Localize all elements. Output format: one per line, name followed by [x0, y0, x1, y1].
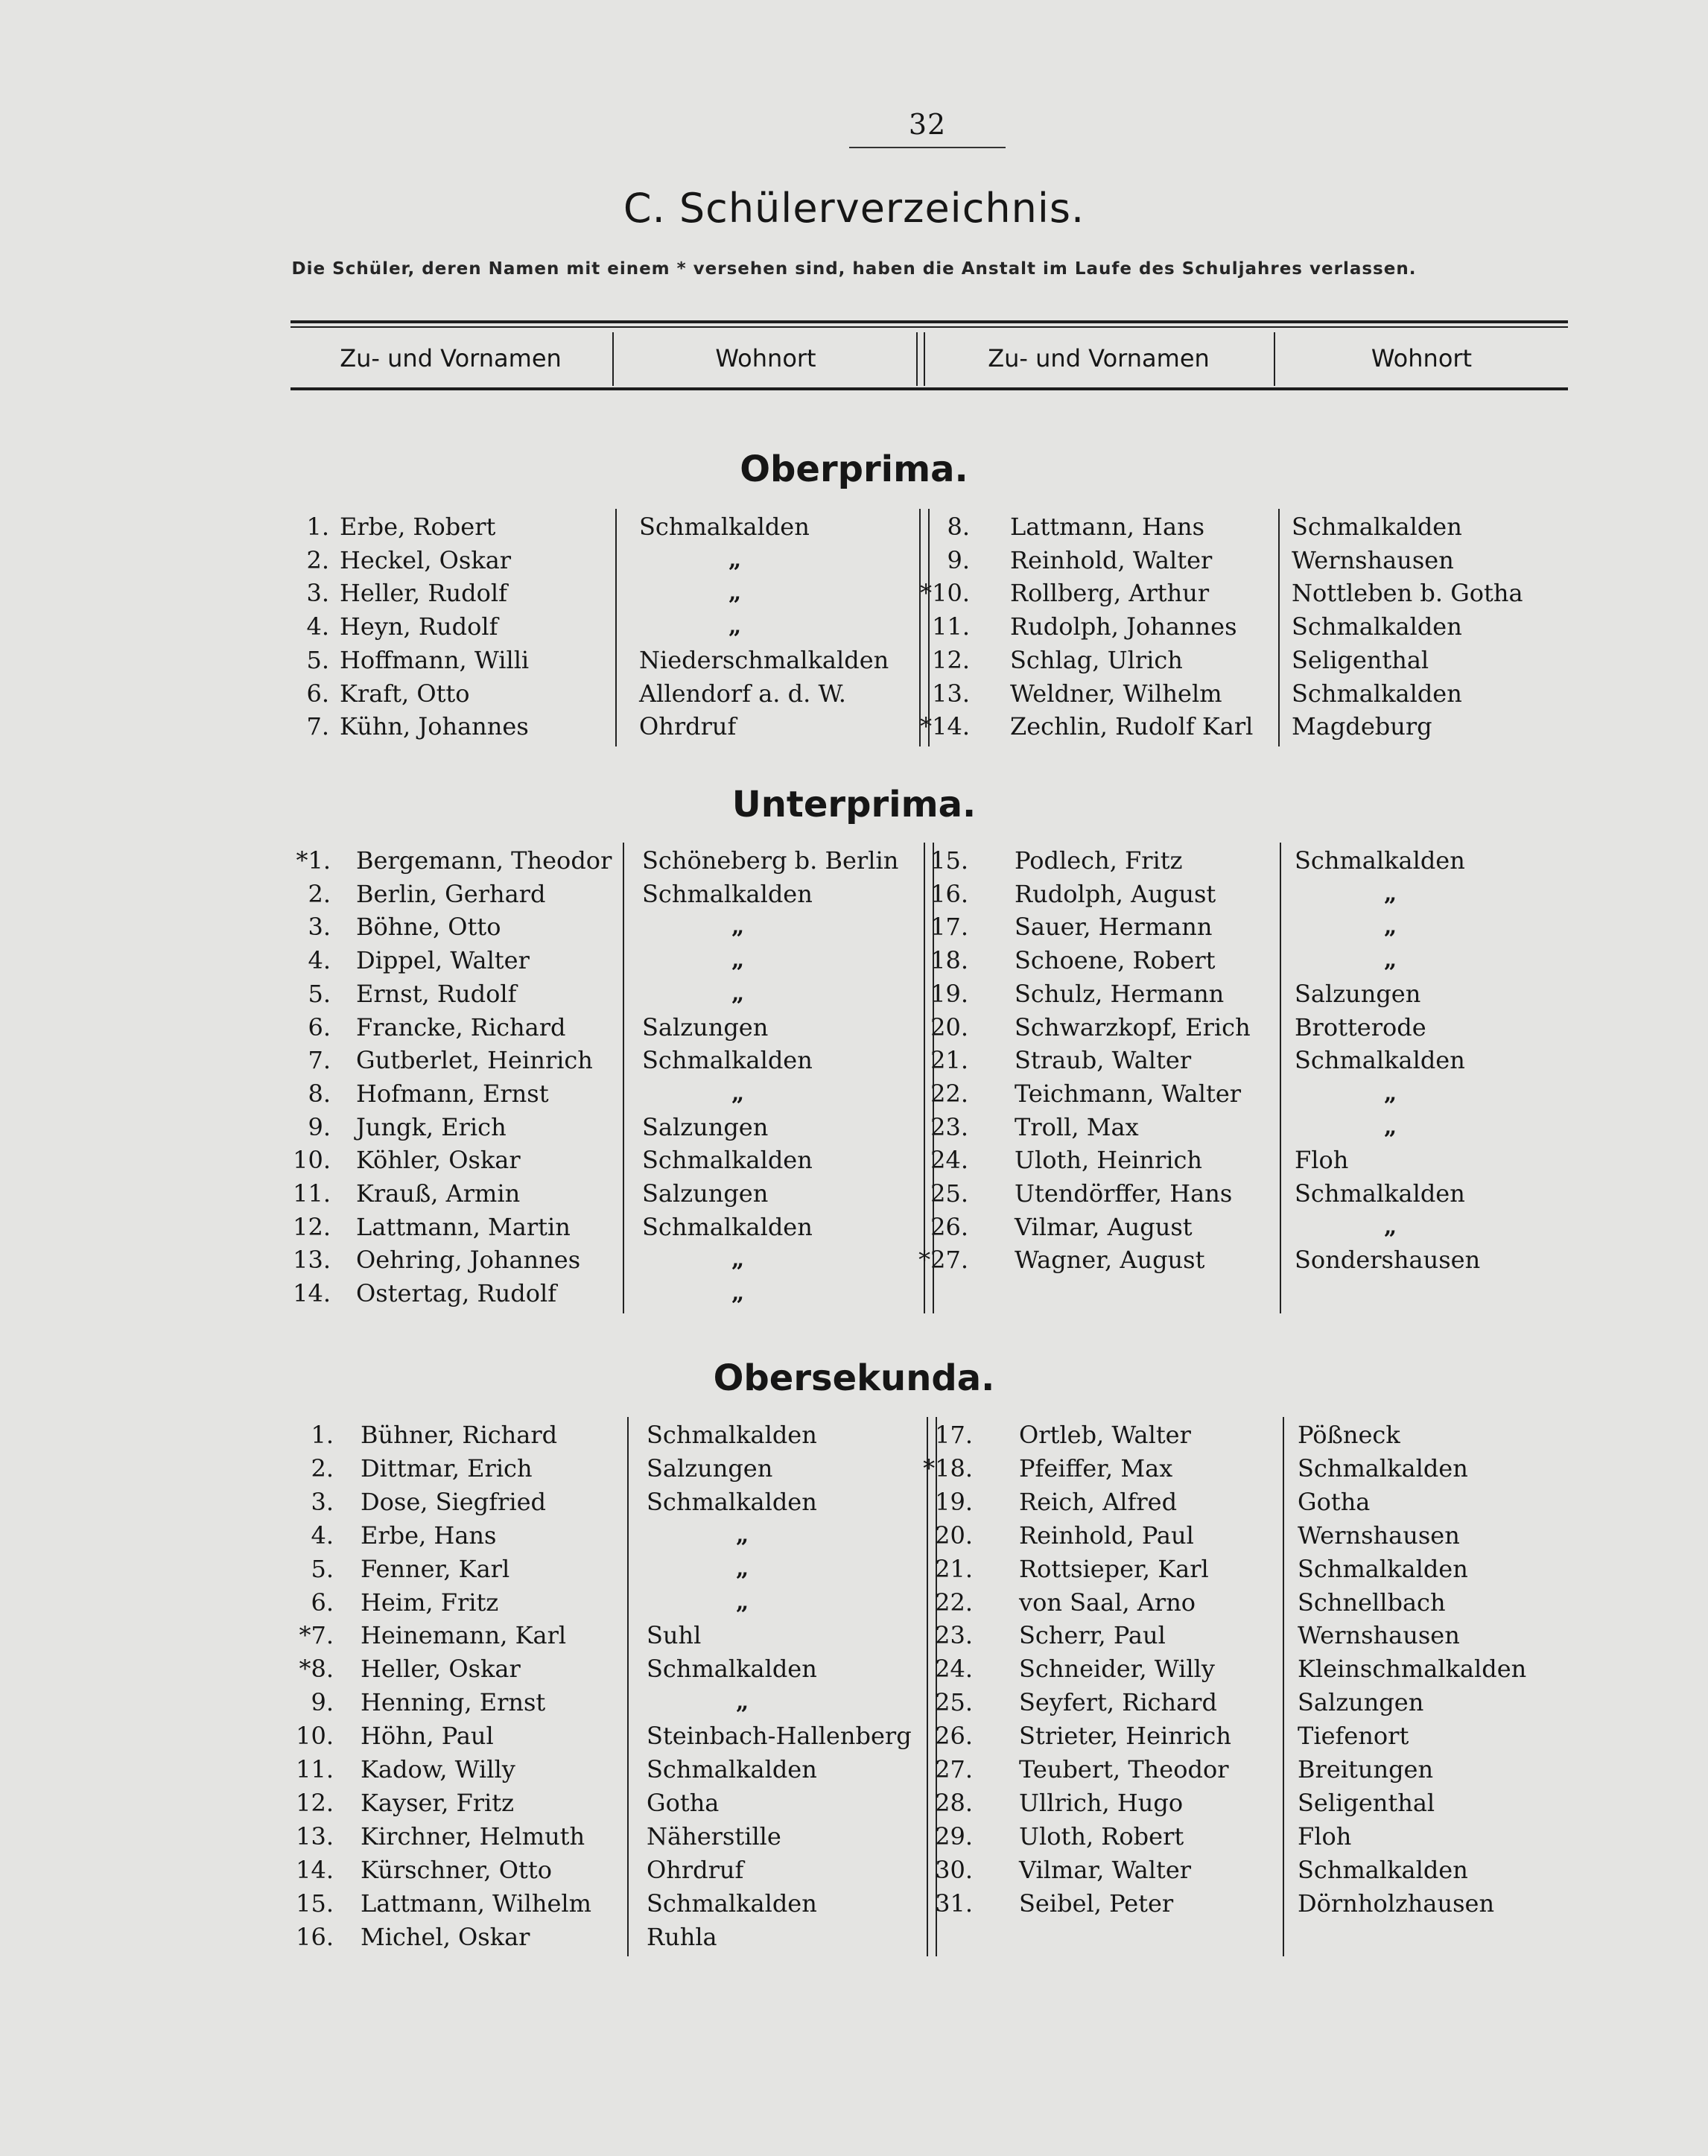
student-number: 16. [930, 879, 968, 908]
student-residence: Nottleben b. Gotha [1292, 579, 1523, 608]
student-number: 4. [311, 1521, 334, 1550]
student-name: Dippel, Walter [356, 946, 530, 975]
student-number: *14. [920, 712, 970, 741]
student-name: Lattmann, Wilhelm [361, 1889, 591, 1918]
header-top-rule-thin [291, 326, 1568, 328]
section-title: Obersekunda. [713, 1357, 995, 1399]
student-number: *10. [920, 579, 970, 608]
header-bottom-rule [291, 387, 1568, 390]
column-separator [627, 1417, 629, 1956]
student-residence: Seligenthal [1292, 645, 1429, 674]
student-number: 10. [296, 1722, 334, 1751]
student-name: Rottsieper, Karl [1019, 1554, 1209, 1583]
student-residence: Niederschmalkalden [639, 645, 889, 674]
student-number: 6. [306, 679, 329, 708]
student-name: Reinhold, Walter [1010, 545, 1213, 574]
student-number: 7. [306, 712, 329, 741]
ditto-mark: „ [731, 1280, 745, 1307]
ditto-mark: „ [736, 1588, 749, 1615]
student-residence: Schmalkalden [642, 1146, 813, 1175]
student-name: Scherr, Paul [1019, 1621, 1166, 1650]
column-separator [623, 843, 624, 1313]
student-number: 11. [296, 1755, 334, 1784]
student-residence: Brotterode [1295, 1012, 1426, 1041]
ditto-mark: „ [728, 546, 742, 573]
student-number: 2. [306, 545, 329, 574]
student-residence: Sondershausen [1295, 1246, 1481, 1275]
student-residence: Schmalkalden [647, 1487, 817, 1516]
ditto-mark: „ [1384, 947, 1397, 974]
student-name: Ernst, Rudolf [356, 979, 517, 1008]
student-residence: Schmalkalden [1298, 1554, 1468, 1583]
student-residence: Schnellbach [1298, 1588, 1446, 1617]
student-name: Uloth, Robert [1019, 1821, 1184, 1851]
student-number: 4. [306, 612, 329, 641]
student-residence: Wernshausen [1298, 1521, 1460, 1550]
header-col-place-left: Wohnort [715, 344, 816, 372]
student-residence: Salzungen [642, 1112, 769, 1141]
page-number-rule [849, 147, 1006, 148]
student-number: 13. [296, 1821, 334, 1851]
student-name: Erbe, Robert [340, 513, 496, 541]
student-residence: Schmalkalden [647, 1421, 817, 1449]
page-title: C. Schülerverzeichnis. [623, 185, 1085, 232]
student-name: Bergemann, Theodor [356, 846, 612, 875]
student-number: 12. [296, 1788, 334, 1817]
student-residence: Salzungen [642, 1012, 769, 1041]
student-number: 28. [935, 1788, 973, 1817]
student-name: Heim, Fritz [361, 1588, 499, 1617]
student-name: Schlag, Ulrich [1010, 645, 1183, 674]
student-name: Fenner, Karl [361, 1554, 510, 1583]
student-residence: Steinbach-Hallenberg [647, 1722, 912, 1751]
student-number: 23. [935, 1621, 973, 1650]
student-residence: Schöneberg b. Berlin [642, 846, 899, 875]
student-name: Hoffmann, Willi [340, 645, 530, 674]
student-residence: Gotha [1298, 1487, 1371, 1516]
student-residence: Schmalkalden [642, 1212, 813, 1241]
student-number: *7. [299, 1621, 334, 1650]
student-number: 14. [293, 1279, 331, 1308]
ditto-mark: „ [1384, 1113, 1397, 1140]
student-name: Weldner, Wilhelm [1010, 679, 1222, 708]
ditto-mark: „ [731, 1079, 745, 1106]
student-name: Ullrich, Hugo [1019, 1788, 1184, 1817]
student-residence: Tiefenort [1298, 1722, 1409, 1751]
student-name: Kürschner, Otto [361, 1855, 552, 1884]
student-name: Krauß, Armin [356, 1179, 521, 1208]
ditto-mark: „ [736, 1689, 749, 1716]
student-residence: Salzungen [642, 1179, 769, 1208]
student-residence: Schmalkalden [642, 1046, 813, 1075]
student-number: 6. [311, 1588, 334, 1617]
student-residence: Schmalkalden [642, 879, 813, 908]
section-title: Unterprima. [731, 784, 977, 825]
student-residence: Schmalkalden [1292, 513, 1462, 541]
student-number: 1. [306, 513, 329, 541]
student-name: Vilmar, Walter [1019, 1855, 1192, 1884]
student-name: Utendörffer, Hans [1015, 1179, 1233, 1208]
student-residence: Schmalkalden [1295, 1046, 1465, 1075]
student-residence: Allendorf a. d. W. [639, 679, 846, 708]
student-number: 17. [930, 913, 968, 942]
student-name: Seyfert, Richard [1019, 1688, 1217, 1717]
student-name: Schneider, Willy [1019, 1655, 1215, 1684]
student-residence: Schmalkalden [1295, 846, 1465, 875]
student-residence: Ohrdruf [639, 712, 737, 741]
student-number: *18. [923, 1453, 973, 1483]
student-name: Kraft, Otto [340, 679, 470, 708]
student-residence: Suhl [647, 1621, 702, 1650]
student-name: Teichmann, Walter [1015, 1079, 1242, 1108]
student-number: *27. [918, 1246, 968, 1275]
header-col-names-right: Zu- und Vornamen [988, 344, 1210, 372]
student-name: Heinemann, Karl [361, 1621, 567, 1650]
student-name: Henning, Ernst [361, 1688, 546, 1717]
student-residence: Wernshausen [1298, 1621, 1460, 1650]
student-name: Kühn, Johannes [340, 712, 529, 741]
student-number: 2. [311, 1453, 334, 1483]
student-residence: Salzungen [1298, 1688, 1424, 1717]
student-number: 21. [930, 1046, 968, 1075]
ditto-mark: „ [736, 1521, 749, 1548]
ditto-mark: „ [731, 980, 745, 1006]
student-name: Heyn, Rudolf [340, 612, 498, 641]
ditto-mark: „ [1384, 1079, 1397, 1106]
student-residence: Näherstille [647, 1821, 781, 1851]
student-name: Ostertag, Rudolf [356, 1279, 557, 1308]
student-name: Rudolph, Johannes [1010, 612, 1237, 641]
student-name: Schulz, Hermann [1015, 979, 1225, 1008]
student-number: 11. [932, 612, 970, 641]
header-col-place-right: Wohnort [1371, 344, 1473, 372]
student-number: 25. [930, 1179, 968, 1208]
student-number: 9. [947, 545, 970, 574]
student-number: 22. [935, 1588, 973, 1617]
student-residence: Salzungen [647, 1453, 773, 1483]
student-residence: Schmalkalden [1295, 1179, 1465, 1208]
student-name: Heller, Oskar [361, 1655, 521, 1684]
student-number: 13. [293, 1246, 331, 1275]
student-residence: Ohrdruf [647, 1855, 744, 1884]
student-name: Kayser, Fritz [361, 1788, 514, 1817]
student-name: Sauer, Hermann [1015, 913, 1213, 942]
student-residence: Magdeburg [1292, 712, 1432, 741]
header-col-names-left: Zu- und Vornamen [340, 344, 562, 372]
student-name: Dittmar, Erich [361, 1453, 533, 1483]
student-number: 5. [311, 1554, 334, 1583]
student-residence: Kleinschmalkalden [1298, 1655, 1527, 1684]
student-residence: Wernshausen [1292, 545, 1454, 574]
student-number: 21. [935, 1554, 973, 1583]
ditto-mark: „ [736, 1555, 749, 1582]
student-name: Pfeiffer, Max [1019, 1453, 1173, 1483]
student-residence: Schmalkalden [1298, 1855, 1468, 1884]
student-residence: Breitungen [1298, 1755, 1434, 1784]
student-name: Berlin, Gerhard [356, 879, 546, 908]
student-residence: Schmalkalden [647, 1755, 817, 1784]
student-name: Jungk, Erich [356, 1112, 507, 1141]
ditto-mark: „ [1384, 1213, 1397, 1240]
ditto-mark: „ [1384, 880, 1397, 907]
student-residence: Schmalkalden [647, 1655, 817, 1684]
student-residence: Seligenthal [1298, 1788, 1435, 1817]
student-name: Lattmann, Martin [356, 1212, 571, 1241]
student-name: Schwarzkopf, Erich [1015, 1012, 1251, 1041]
student-number: 14. [296, 1855, 334, 1884]
student-number: 26. [935, 1722, 973, 1751]
student-number: 16. [296, 1922, 334, 1951]
student-number: 5. [306, 645, 329, 674]
student-number: 6. [308, 1012, 331, 1041]
student-name: Troll, Max [1015, 1112, 1139, 1141]
student-name: Schoene, Robert [1015, 946, 1216, 975]
student-name: Uloth, Heinrich [1015, 1146, 1203, 1175]
student-number: 12. [293, 1212, 331, 1241]
page-number: 32 [908, 108, 947, 141]
student-residence: Floh [1298, 1821, 1352, 1851]
student-number: 18. [930, 946, 968, 975]
student-number: 9. [311, 1688, 334, 1717]
student-name: Kirchner, Helmuth [361, 1821, 585, 1851]
student-name: Rudolph, August [1015, 879, 1216, 908]
ditto-mark: „ [731, 913, 745, 940]
student-number: 15. [296, 1889, 334, 1918]
student-number: 12. [932, 645, 970, 674]
student-name: Oehring, Johannes [356, 1246, 581, 1275]
student-number: 9. [308, 1112, 331, 1141]
column-separator [1283, 1417, 1284, 1956]
student-number: 10. [293, 1146, 331, 1175]
student-number: 22. [930, 1079, 968, 1108]
student-number: 27. [935, 1755, 973, 1784]
student-number: 4. [308, 946, 331, 975]
student-number: 8. [308, 1079, 331, 1108]
student-residence: Schmalkalden [639, 513, 810, 541]
student-residence: Dörnholzhausen [1298, 1889, 1495, 1918]
student-name: Gutberlet, Heinrich [356, 1046, 593, 1075]
student-number: 24. [930, 1146, 968, 1175]
student-name: Köhler, Oskar [356, 1146, 521, 1175]
ditto-mark: „ [1384, 913, 1397, 940]
student-residence: Schmalkalden [1292, 612, 1462, 641]
student-number: 7. [308, 1046, 331, 1075]
student-name: Reich, Alfred [1019, 1487, 1178, 1516]
student-number: 31. [935, 1889, 973, 1918]
student-name: Bühner, Richard [361, 1421, 558, 1449]
student-number: 25. [935, 1688, 973, 1717]
student-residence: Pößneck [1298, 1421, 1400, 1449]
page-note: Die Schüler, deren Namen mit einem * versehen sind, haben die Anstalt im Laufe des Schuljahres verlassen. [291, 259, 1417, 279]
student-residence: Floh [1295, 1146, 1349, 1175]
column-separator [615, 509, 617, 746]
student-number: 11. [293, 1179, 331, 1208]
student-number: 29. [935, 1821, 973, 1851]
header-top-rule [291, 320, 1568, 323]
ditto-mark: „ [728, 580, 742, 606]
ditto-mark: „ [731, 947, 745, 974]
student-name: Kadow, Willy [361, 1755, 515, 1784]
student-number: 3. [308, 913, 331, 942]
student-number: 20. [935, 1521, 973, 1550]
student-number: 8. [947, 513, 970, 541]
column-separator [1278, 509, 1280, 746]
student-name: Wagner, August [1015, 1246, 1205, 1275]
student-residence: Ruhla [647, 1922, 717, 1951]
student-number: 2. [308, 879, 331, 908]
ditto-mark: „ [728, 613, 742, 640]
student-name: Francke, Richard [356, 1012, 566, 1041]
student-name: Seibel, Peter [1019, 1889, 1174, 1918]
student-name: Ortleb, Walter [1019, 1421, 1191, 1449]
student-residence: Salzungen [1295, 979, 1421, 1008]
student-name: Heller, Rudolf [340, 579, 507, 608]
header-separator [916, 332, 918, 386]
student-number: 15. [930, 846, 968, 875]
student-name: Böhne, Otto [356, 913, 501, 942]
student-number: 19. [930, 979, 968, 1008]
student-number: 3. [311, 1487, 334, 1516]
column-separator [1280, 843, 1281, 1313]
student-number: 13. [932, 679, 970, 708]
section-title: Oberprima. [740, 448, 968, 490]
student-name: Lattmann, Hans [1010, 513, 1205, 541]
student-residence: Schmalkalden [1292, 679, 1462, 708]
student-name: Dose, Siegfried [361, 1487, 546, 1516]
student-name: Hofmann, Ernst [356, 1079, 549, 1108]
student-number: 19. [935, 1487, 973, 1516]
student-number: 5. [308, 979, 331, 1008]
student-number: 26. [930, 1212, 968, 1241]
student-name: Heckel, Oskar [340, 545, 512, 574]
student-number: 30. [935, 1855, 973, 1884]
student-name: Podlech, Fritz [1015, 846, 1183, 875]
student-number: 3. [306, 579, 329, 608]
student-name: Michel, Oskar [361, 1922, 530, 1951]
student-name: Erbe, Hans [361, 1521, 497, 1550]
student-number: 17. [935, 1421, 973, 1449]
student-number: *8. [299, 1655, 334, 1684]
student-name: Rollberg, Arthur [1010, 579, 1210, 608]
student-residence: Schmalkalden [647, 1889, 817, 1918]
student-name: Reinhold, Paul [1019, 1521, 1194, 1550]
student-name: Vilmar, August [1015, 1212, 1193, 1241]
student-number: 24. [935, 1655, 973, 1684]
student-name: von Saal, Arno [1019, 1588, 1196, 1617]
student-residence: Schmalkalden [1298, 1453, 1468, 1483]
student-name: Straub, Walter [1015, 1046, 1192, 1075]
student-name: Zechlin, Rudolf Karl [1010, 712, 1254, 741]
ditto-mark: „ [731, 1246, 745, 1273]
student-number: *1. [296, 846, 331, 875]
student-name: Strieter, Heinrich [1019, 1722, 1231, 1751]
student-name: Höhn, Paul [361, 1722, 494, 1751]
student-number: 23. [930, 1112, 968, 1141]
student-number: 20. [930, 1012, 968, 1041]
student-number: 1. [311, 1421, 334, 1449]
student-name: Teubert, Theodor [1019, 1755, 1229, 1784]
student-residence: Gotha [647, 1788, 720, 1817]
